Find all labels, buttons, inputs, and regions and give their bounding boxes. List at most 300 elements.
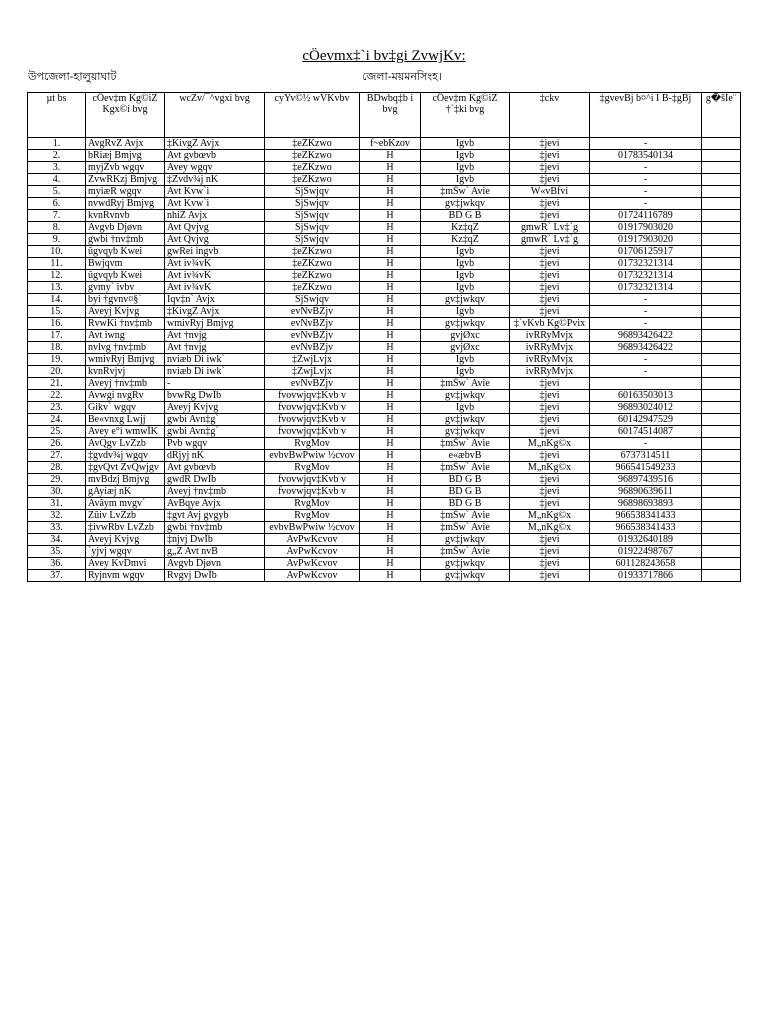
occupation-cell: ‡jevi	[510, 486, 590, 498]
worker-name-cell: gvmy` ivbv	[86, 282, 165, 294]
serial-cell: 1.	[28, 138, 86, 150]
table-row	[28, 138, 741, 150]
father-name-cell: Avt †nvjg	[165, 330, 265, 342]
father-name-cell: dRjyj nK	[165, 450, 265, 462]
mobile-cell: 60174514087	[590, 426, 702, 438]
remarks-cell	[702, 198, 741, 210]
father-name-cell: bvwRg DwÏb	[165, 390, 265, 402]
father-name-cell: gwdR DwÏb	[165, 474, 265, 486]
union-cell: H	[360, 510, 421, 522]
worker-name-cell: Be«vnxg Lwjj	[86, 414, 165, 426]
address-cell: SjSwjqv	[265, 186, 360, 198]
worker-name-cell: kvnRvnvb	[86, 210, 165, 222]
mobile-cell: -	[590, 138, 702, 150]
union-cell: H	[360, 210, 421, 222]
table-body	[28, 138, 741, 582]
union-cell: H	[360, 234, 421, 246]
serial-cell: 28.	[28, 462, 86, 474]
country-cell: gv‡jwkqv	[421, 426, 510, 438]
union-cell: H	[360, 186, 421, 198]
worker-name-cell: Aveyj Kvjvg	[86, 534, 165, 546]
father-name-cell: Iqv‡n` Avjx	[165, 294, 265, 306]
serial-cell: 31.	[28, 498, 86, 510]
father-name-cell: wmivRyj Bmjvg	[165, 318, 265, 330]
mobile-cell: 60163503013	[590, 390, 702, 402]
father-name-cell: Avt Qvjvg	[165, 234, 265, 246]
father-name-cell: AvBqye Avjx	[165, 498, 265, 510]
country-cell: ‡mŠw` Avie	[421, 438, 510, 450]
remarks-cell	[702, 162, 741, 174]
remarks-cell	[702, 210, 741, 222]
occupation-cell: M„nKg©x	[510, 510, 590, 522]
country-cell: Kz‡qZ	[421, 222, 510, 234]
country-cell: Igvb	[421, 306, 510, 318]
father-name-cell: Avt gvbœvb	[165, 150, 265, 162]
address-cell: ‡eZKzwo	[265, 162, 360, 174]
address-cell: evbvBwPwiw ½cvov	[265, 522, 360, 534]
remarks-cell	[702, 462, 741, 474]
address-cell: evNvBZjv	[265, 318, 360, 330]
country-cell: ‡mŠw` Avie	[421, 378, 510, 390]
serial-cell: 2.	[28, 150, 86, 162]
table-row	[28, 378, 741, 390]
union-cell: H	[360, 402, 421, 414]
worker-name-cell: kvnRvjvj	[86, 366, 165, 378]
remarks-cell	[702, 378, 741, 390]
father-name-cell: Avt Qvjvg	[165, 222, 265, 234]
union-cell: H	[360, 162, 421, 174]
occupation-cell: ‡jevi	[510, 150, 590, 162]
serial-cell: 8.	[28, 222, 86, 234]
occupation-cell: ‡jevi	[510, 162, 590, 174]
col-mobile-header: ‡gvevBj b¤^i I B-‡gBj	[590, 93, 702, 138]
mobile-cell: -	[590, 198, 702, 210]
union-cell: H	[360, 354, 421, 366]
remarks-cell	[702, 330, 741, 342]
remarks-cell	[702, 318, 741, 330]
address-cell: ‡eZKzwo	[265, 270, 360, 282]
union-cell: f~ebKzov	[360, 138, 421, 150]
country-cell: gv‡jwkqv	[421, 198, 510, 210]
serial-cell: 20.	[28, 366, 86, 378]
serial-cell: 24.	[28, 414, 86, 426]
serial-cell: 3.	[28, 162, 86, 174]
father-name-cell: Avt gvbœvb	[165, 462, 265, 474]
union-cell: H	[360, 150, 421, 162]
worker-name-cell: `yjvj wgqv	[86, 546, 165, 558]
union-cell: H	[360, 534, 421, 546]
remarks-cell	[702, 522, 741, 534]
country-cell: gv‡jwkqv	[421, 318, 510, 330]
father-name-cell: Avt iv¾vK	[165, 258, 265, 270]
father-name-cell: Aveyj †nv‡mb	[165, 486, 265, 498]
table-row	[28, 258, 741, 270]
union-cell: H	[360, 366, 421, 378]
table-row	[28, 534, 741, 546]
mobile-cell: -	[590, 162, 702, 174]
mobile-cell: -	[590, 174, 702, 186]
father-name-cell: gwbi †nv‡mb	[165, 522, 265, 534]
serial-cell: 22.	[28, 390, 86, 402]
remarks-cell	[702, 258, 741, 270]
union-cell: H	[360, 438, 421, 450]
table-row	[28, 390, 741, 402]
worker-name-cell: Avãym mvgv`	[86, 498, 165, 510]
occupation-cell: ‡jevi	[510, 198, 590, 210]
table-row	[28, 402, 741, 414]
mobile-cell: -	[590, 294, 702, 306]
table-row	[28, 462, 741, 474]
table-row	[28, 306, 741, 318]
occupation-cell: ‡jevi	[510, 402, 590, 414]
father-name-cell: Avt Kvw`i	[165, 186, 265, 198]
worker-list-table	[27, 92, 741, 582]
country-cell: ‡mŠw` Avie	[421, 546, 510, 558]
remarks-cell	[702, 390, 741, 402]
serial-cell: 25.	[28, 426, 86, 438]
remarks-cell	[702, 558, 741, 570]
union-cell: H	[360, 294, 421, 306]
mobile-cell: -	[590, 438, 702, 450]
address-cell: SjSwjqv	[265, 234, 360, 246]
father-name-cell: Rvgvj DwÏb	[165, 570, 265, 582]
col-country-header: cÖev‡m Kg©iZ †`‡ki bvg	[421, 93, 510, 138]
union-cell: H	[360, 570, 421, 582]
table-row	[28, 546, 741, 558]
country-cell: BD G B	[421, 210, 510, 222]
occupation-cell: ‡jevi	[510, 270, 590, 282]
remarks-cell	[702, 474, 741, 486]
mobile-cell: 6737314511	[590, 450, 702, 462]
address-cell: ‡eZKzwo	[265, 282, 360, 294]
occupation-cell: ivRRyMvjx	[510, 342, 590, 354]
occupation-cell: ‡jevi	[510, 426, 590, 438]
union-cell: H	[360, 414, 421, 426]
union-cell: H	[360, 318, 421, 330]
worker-name-cell: byi †gvnv¤§`	[86, 294, 165, 306]
union-cell: H	[360, 450, 421, 462]
mobile-cell: 966541549233	[590, 462, 702, 474]
father-name-cell: nviæb Di iwk`	[165, 366, 265, 378]
remarks-cell	[702, 570, 741, 582]
table-row	[28, 330, 741, 342]
remarks-cell	[702, 486, 741, 498]
mobile-cell: 60142947529	[590, 414, 702, 426]
table-row	[28, 510, 741, 522]
address-cell: ‡eZKzwo	[265, 174, 360, 186]
occupation-cell: ‡jevi	[510, 474, 590, 486]
occupation-cell: ‡jevi	[510, 258, 590, 270]
serial-cell: 23.	[28, 402, 86, 414]
address-cell: evNvBZjv	[265, 342, 360, 354]
country-cell: gvjØxc	[421, 330, 510, 342]
union-cell: H	[360, 246, 421, 258]
mobile-cell: 01724116789	[590, 210, 702, 222]
country-cell: ‡mŠw` Avie	[421, 186, 510, 198]
father-name-cell: ‡gvt Avj gvgyb	[165, 510, 265, 522]
remarks-cell	[702, 282, 741, 294]
remarks-cell	[702, 438, 741, 450]
mobile-cell: 96893024012	[590, 402, 702, 414]
table-row	[28, 294, 741, 306]
father-name-cell: Aveyj Kvjvg	[165, 402, 265, 414]
address-cell: RvgMov	[265, 510, 360, 522]
address-cell: ‡ZwjLvjx	[265, 366, 360, 378]
remarks-cell	[702, 138, 741, 150]
union-cell: H	[360, 342, 421, 354]
address-cell: AvPwKcvov	[265, 534, 360, 546]
address-cell: RvgMov	[265, 438, 360, 450]
union-cell: H	[360, 462, 421, 474]
father-name-cell: gwbi Avn‡g`	[165, 414, 265, 426]
table-row	[28, 474, 741, 486]
mobile-cell: 01917903020	[590, 234, 702, 246]
country-cell: Igvb	[421, 354, 510, 366]
mobile-cell: 01732321314	[590, 282, 702, 294]
occupation-cell: ivRRyMvjx	[510, 366, 590, 378]
country-cell: Igvb	[421, 402, 510, 414]
serial-cell: 29.	[28, 474, 86, 486]
table-row	[28, 426, 741, 438]
address-cell: fvovwjqv‡Kvb v	[265, 414, 360, 426]
table-row	[28, 438, 741, 450]
mobile-cell: 01932640189	[590, 534, 702, 546]
remarks-cell	[702, 222, 741, 234]
worker-name-cell: gAyiæj nK	[86, 486, 165, 498]
table-row	[28, 522, 741, 534]
worker-name-cell: AvQgv LvZzb	[86, 438, 165, 450]
occupation-cell: M„nKg©x	[510, 462, 590, 474]
mobile-cell: 601128243658	[590, 558, 702, 570]
occupation-cell: M„nKg©x	[510, 522, 590, 534]
worker-name-cell: myjZvb wgqv	[86, 162, 165, 174]
union-cell: H	[360, 558, 421, 570]
union-cell: H	[360, 198, 421, 210]
address-cell: SjSwjqv	[265, 222, 360, 234]
remarks-cell	[702, 246, 741, 258]
remarks-cell	[702, 342, 741, 354]
country-cell: gv‡jwkqv	[421, 534, 510, 546]
country-cell: Igvb	[421, 366, 510, 378]
mobile-cell: -	[590, 354, 702, 366]
table-row	[28, 498, 741, 510]
mobile-cell: -	[590, 366, 702, 378]
occupation-cell: ‡jevi	[510, 498, 590, 510]
father-name-cell: Avey wgqv	[165, 162, 265, 174]
address-cell: RvgMov	[265, 462, 360, 474]
address-cell: fvovwjqv‡Kvb v	[265, 474, 360, 486]
worker-name-cell: Avey e°i wmwÏK	[86, 426, 165, 438]
mobile-cell	[590, 378, 702, 390]
address-cell: evNvBZjv	[265, 306, 360, 318]
occupation-cell: ‡jevi	[510, 534, 590, 546]
mobile-cell: 01732321314	[590, 270, 702, 282]
address-cell: AvPwKcvov	[265, 570, 360, 582]
table-row	[28, 198, 741, 210]
col-worker-name-header: cÖev‡m Kg©iZ Kgx©i bvg	[86, 93, 165, 138]
address-cell: evNvBZjv	[265, 330, 360, 342]
remarks-cell	[702, 546, 741, 558]
father-name-cell: nviæb Di iwk`	[165, 354, 265, 366]
page-title: cÖevmx‡`i bv‡gi ZvwjKv:	[302, 48, 466, 64]
serial-cell: 19.	[28, 354, 86, 366]
occupation-cell: ‡jevi	[510, 546, 590, 558]
address-cell: ‡ZwjLvjx	[265, 354, 360, 366]
mobile-cell: -	[590, 186, 702, 198]
remarks-cell	[702, 174, 741, 186]
country-cell: gv‡jwkqv	[421, 570, 510, 582]
address-cell: fvovwjqv‡Kvb v	[265, 402, 360, 414]
country-cell: gv‡jwkqv	[421, 390, 510, 402]
union-cell: H	[360, 270, 421, 282]
mobile-cell: 01732321314	[590, 258, 702, 270]
worker-name-cell: wmivRyj Bmjvg	[86, 354, 165, 366]
country-cell: Igvb	[421, 174, 510, 186]
country-cell: Igvb	[421, 138, 510, 150]
address-cell: evNvBZjv	[265, 378, 360, 390]
occupation-cell: ‡jevi	[510, 246, 590, 258]
union-cell: H	[360, 486, 421, 498]
union-cell: H	[360, 282, 421, 294]
worker-name-cell: ZvwRKzj Bmjvg	[86, 174, 165, 186]
occupation-cell: ‡jevi	[510, 294, 590, 306]
address-cell: AvPwKcvov	[265, 558, 360, 570]
serial-cell: 15.	[28, 306, 86, 318]
serial-cell: 35.	[28, 546, 86, 558]
table-row	[28, 282, 741, 294]
remarks-cell	[702, 306, 741, 318]
remarks-cell	[702, 414, 741, 426]
mobile-cell: 966538341433	[590, 510, 702, 522]
father-name-cell: Avt iv¾vK	[165, 282, 265, 294]
serial-cell: 34.	[28, 534, 86, 546]
remarks-cell	[702, 270, 741, 282]
serial-cell: 5.	[28, 186, 86, 198]
serial-cell: 17.	[28, 330, 86, 342]
father-name-cell: gwbi Avn‡g`	[165, 426, 265, 438]
table-row	[28, 354, 741, 366]
address-cell: SjSwjqv	[265, 210, 360, 222]
occupation-cell: ‡`vKvb Kg©Pvix	[510, 318, 590, 330]
mobile-cell: 96893426422	[590, 330, 702, 342]
remarks-cell	[702, 150, 741, 162]
father-name-cell: Pvb wgqv	[165, 438, 265, 450]
serial-cell: 9.	[28, 234, 86, 246]
serial-cell: 32.	[28, 510, 86, 522]
worker-name-cell: AvgRvZ Avjx	[86, 138, 165, 150]
country-cell: Igvb	[421, 282, 510, 294]
address-cell: fvovwjqv‡Kvb v	[265, 426, 360, 438]
father-name-cell: ‡KivgZ Avjx	[165, 138, 265, 150]
mobile-cell: 01917903020	[590, 222, 702, 234]
serial-cell: 36.	[28, 558, 86, 570]
union-cell: H	[360, 258, 421, 270]
country-cell: ‡mŠw` Avie	[421, 522, 510, 534]
country-cell: BD G B	[421, 498, 510, 510]
mobile-cell: -	[590, 306, 702, 318]
country-cell: gv‡jwkqv	[421, 414, 510, 426]
father-name-cell: ‡njvj DwÏb	[165, 534, 265, 546]
table-row	[28, 222, 741, 234]
mobile-cell: 01706125917	[590, 246, 702, 258]
table-row	[28, 366, 741, 378]
occupation-cell: ‡jevi	[510, 378, 590, 390]
country-cell: Igvb	[421, 246, 510, 258]
union-cell: H	[360, 378, 421, 390]
serial-cell: 12.	[28, 270, 86, 282]
father-name-cell: Avgvb Djøvn	[165, 558, 265, 570]
remarks-cell	[702, 402, 741, 414]
country-cell: BD G B	[421, 474, 510, 486]
address-cell: ‡eZKzwo	[265, 150, 360, 162]
col-serial-header: µt bs	[28, 93, 86, 138]
col-remarks-header: g�šÍe¨	[702, 93, 741, 138]
occupation-cell: ‡jevi	[510, 138, 590, 150]
country-cell: e«æbvB	[421, 450, 510, 462]
mobile-cell: 96897439516	[590, 474, 702, 486]
worker-name-cell: Zûiv LvZzb	[86, 510, 165, 522]
mobile-cell: 96893426422	[590, 342, 702, 354]
father-name-cell: g„Z Avt nvB	[165, 546, 265, 558]
occupation-cell: gmwR` Lv‡`g	[510, 222, 590, 234]
worker-name-cell: Avt iwng	[86, 330, 165, 342]
header-row	[28, 93, 741, 138]
table-row	[28, 486, 741, 498]
worker-name-cell: ‡gvdv¾j wgqv	[86, 450, 165, 462]
serial-cell: 14.	[28, 294, 86, 306]
worker-name-cell: nvlvg †nv‡mb	[86, 342, 165, 354]
serial-cell: 21.	[28, 378, 86, 390]
col-address-header: cyYv©½ wVKvbv	[265, 93, 360, 138]
table-row	[28, 450, 741, 462]
table-row	[28, 318, 741, 330]
serial-cell: 13.	[28, 282, 86, 294]
occupation-cell: ‡jevi	[510, 450, 590, 462]
table-row	[28, 150, 741, 162]
remarks-cell	[702, 510, 741, 522]
table-row	[28, 162, 741, 174]
serial-cell: 18.	[28, 342, 86, 354]
country-cell: ‡mŠw` Avie	[421, 462, 510, 474]
worker-name-cell: Aveyj †nv‡mb	[86, 378, 165, 390]
mobile-cell: 01922498767	[590, 546, 702, 558]
serial-cell: 27.	[28, 450, 86, 462]
occupation-cell: ‡jevi	[510, 306, 590, 318]
union-cell: H	[360, 222, 421, 234]
address-cell: ‡eZKzwo	[265, 138, 360, 150]
serial-cell: 4.	[28, 174, 86, 186]
father-name-cell: -	[165, 378, 265, 390]
union-cell: H	[360, 474, 421, 486]
father-name-cell: Avt †nvjg	[165, 342, 265, 354]
occupation-cell: ‡jevi	[510, 390, 590, 402]
serial-cell: 6.	[28, 198, 86, 210]
serial-cell: 16.	[28, 318, 86, 330]
address-cell: evbvBwPwiw ½cvov	[265, 450, 360, 462]
worker-name-cell: Bwjqvm	[86, 258, 165, 270]
country-cell: Igvb	[421, 162, 510, 174]
serial-cell: 37.	[28, 570, 86, 582]
remarks-cell	[702, 234, 741, 246]
father-name-cell: nhiZ Avjx	[165, 210, 265, 222]
remarks-cell	[702, 534, 741, 546]
country-cell: gv‡jwkqv	[421, 294, 510, 306]
country-cell: gvjØxc	[421, 342, 510, 354]
remarks-cell	[702, 498, 741, 510]
mobile-cell: -	[590, 318, 702, 330]
union-cell: H	[360, 174, 421, 186]
occupation-cell: ‡jevi	[510, 282, 590, 294]
